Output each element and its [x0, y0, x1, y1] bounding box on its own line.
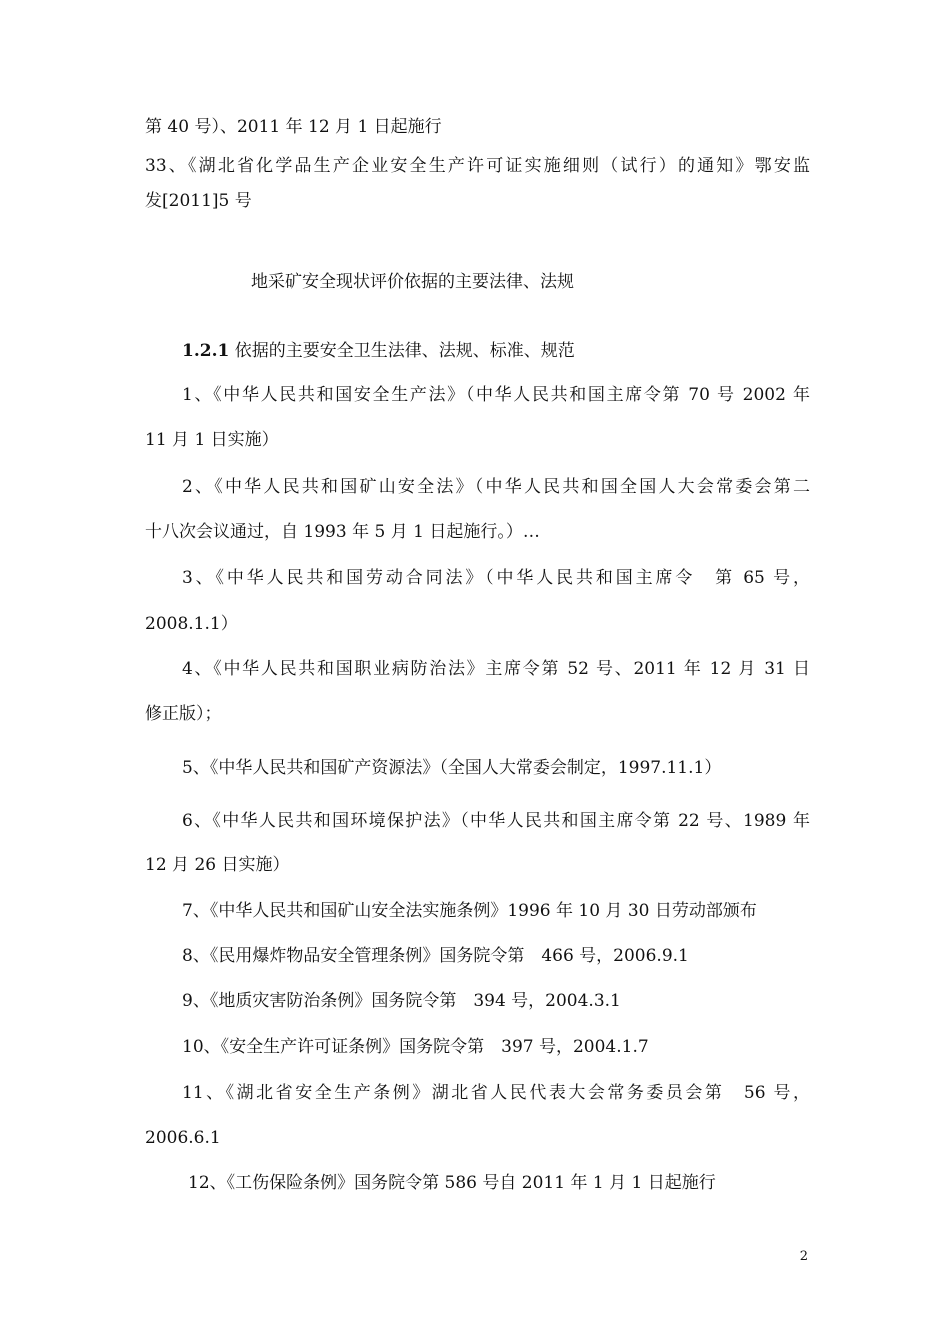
- text-line: 2006.6.1: [145, 1128, 221, 1148]
- subsection-title: [182, 339, 810, 363]
- list-item: 11、《湖北省安全生产条例》湖北省人民代表大会常务委员会第 56 号，: [182, 1083, 810, 1103]
- text-line: 12 月 26 日实施）: [145, 855, 290, 875]
- subsection-number: 1.2.1: [182, 341, 230, 361]
- list-item: 3、《中华人民共和国劳动合同法》（中华人民共和国主席令 第 65 号，: [182, 568, 810, 588]
- text-line: 发[2011]5 号: [145, 191, 252, 211]
- text-line: 修正版）；: [145, 704, 222, 724]
- list-item: 6、《中华人民共和国环境保护法》（中华人民共和国主席令第 22 号、1989 年: [182, 811, 810, 831]
- list-item: 1、《中华人民共和国安全生产法》（中华人民共和国主席令第 70 号 2002 年: [182, 385, 810, 405]
- list-item: 5、《中华人民共和国矿产资源法》（全国人大常委会制定，1997.11.1）: [182, 758, 722, 778]
- list-item: 7、《中华人民共和国矿山安全法实施条例》1996 年 10 月 30 日劳动部颁布: [182, 901, 757, 921]
- list-item: 8、《民用爆炸物品安全管理条例》国务院令第 466 号，2006.9.1: [182, 946, 689, 966]
- list-item: 9、《地质灾害防治条例》国务院令第 394 号，2004.3.1: [182, 991, 621, 1011]
- subsection-label: 依据的主要安全卫生法律、法规、标准、规范: [229, 341, 575, 361]
- text-line: 33、《湖北省化学品生产企业安全生产许可证实施细则（试行）的通知》鄂安监: [145, 156, 810, 176]
- text-line: 十八次会议通过，自 1993 年 5 月 1 日起施行。）…: [145, 522, 540, 542]
- page-number: 2: [799, 1249, 808, 1264]
- list-item: 2、《中华人民共和国矿山安全法》（中华人民共和国全国人大会常委会第二: [182, 477, 810, 497]
- text-line: 第 40 号）、2011 年 12 月 1 日起施行: [145, 117, 442, 137]
- list-item: 10、《安全生产许可证条例》国务院令第 397 号，2004.1.7: [182, 1037, 649, 1057]
- list-item: 4、《中华人民共和国职业病防治法》主席令第 52 号、2011 年 12 月 31 日: [182, 659, 810, 679]
- text-line: 11 月 1 日实施）: [145, 430, 279, 450]
- list-item: 12、《工伤保险条例》国务院令第 586 号自 2011 年 1 月 1 日起施行: [188, 1173, 716, 1193]
- text-line: 2008.1.1）: [145, 614, 238, 634]
- section-heading: 地采矿安全现状评价依据的主要法律、法规: [251, 272, 574, 292]
